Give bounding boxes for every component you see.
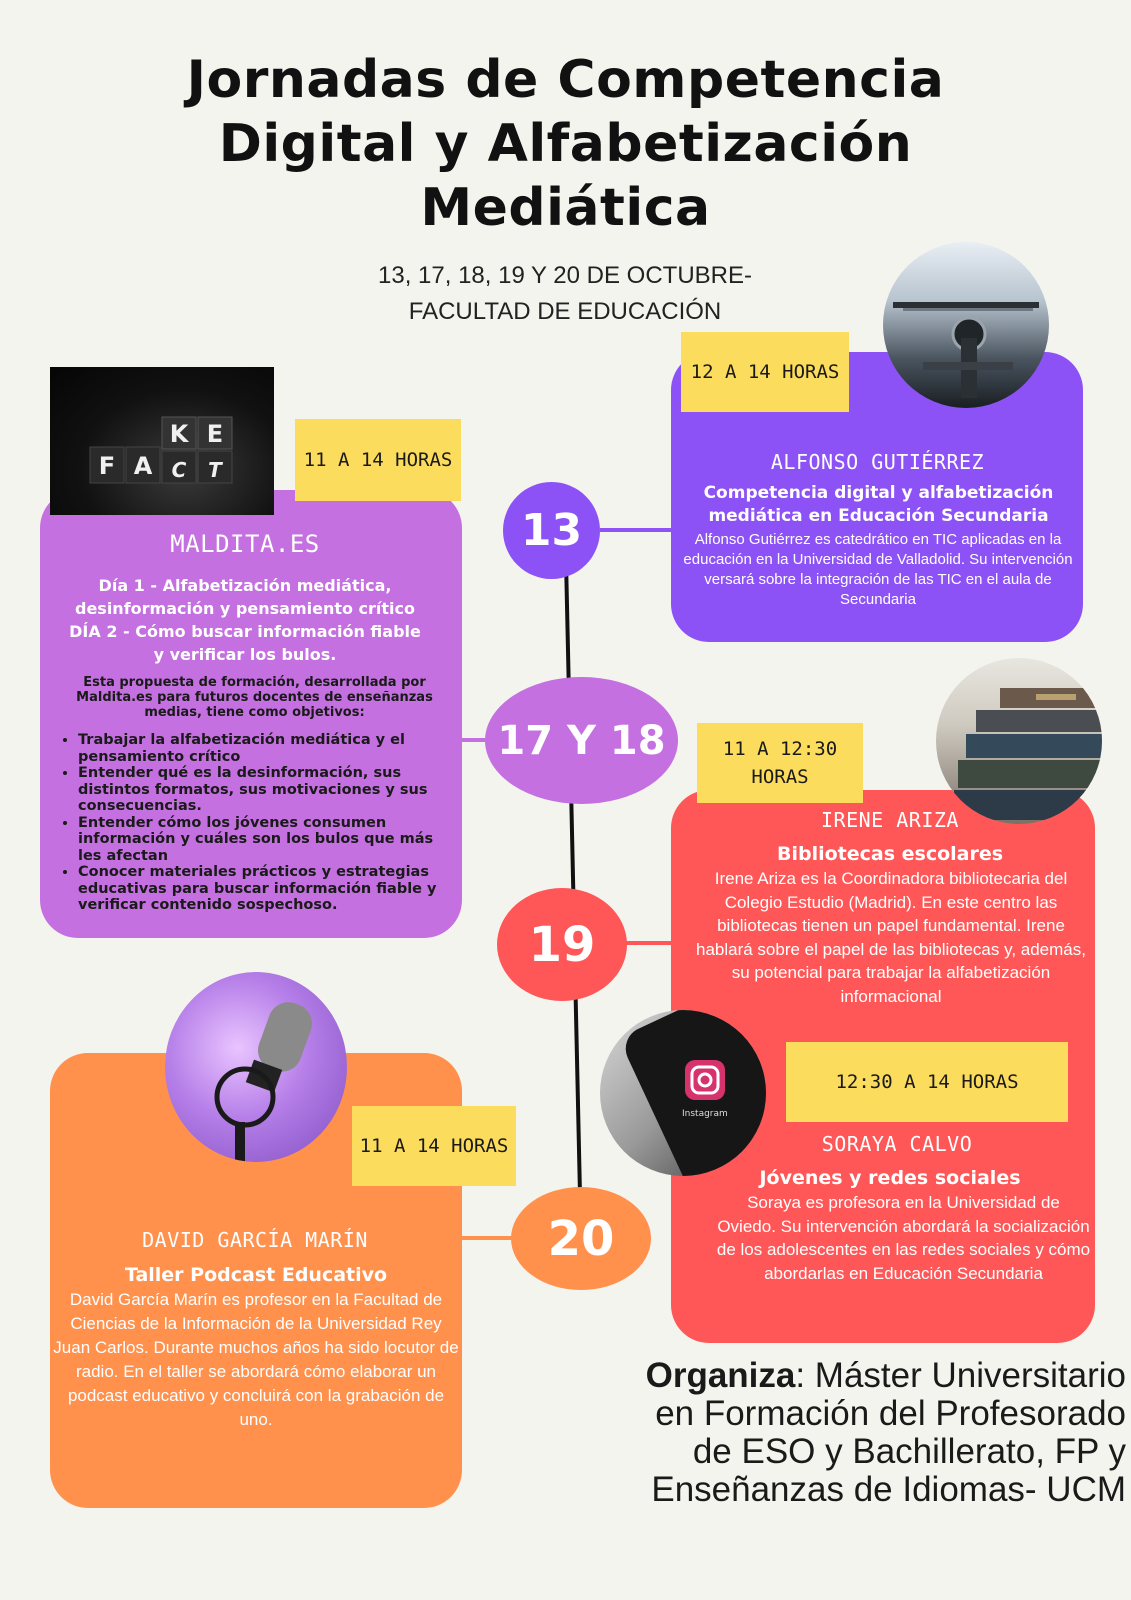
maldita-objectives-list	[58, 732, 458, 914]
alfonso-talk-title: Competencia digital y alfabetización mediática en Educación Secundaria	[703, 483, 1054, 526]
day-19-label: 19	[528, 916, 596, 973]
organizer-line-1	[490, 1357, 1126, 1395]
phone-app-label: Instagram	[682, 1109, 728, 1119]
irene-time-line-2: HORAS	[751, 766, 809, 788]
machinery-icon	[883, 242, 1049, 408]
organizer-text-1: : Máster Universitario	[795, 1356, 1126, 1395]
maldita-talk-title	[40, 574, 450, 666]
maldita-talk-line-4: y verificar los bulos.	[153, 645, 337, 664]
svg-text:T: T	[208, 458, 222, 482]
soraya-time: 12:30 A 14 HORAS	[835, 1071, 1019, 1093]
maldita-talk-line-2: desinformación y pensamiento crítico	[74, 599, 416, 618]
dates-line-1: 13, 17, 18, 19 Y 20 DE OCTUBRE-	[378, 262, 752, 289]
title-line-3: Mediática	[420, 178, 711, 238]
phone-photo	[600, 1010, 766, 1176]
alfonso-time: 12 A 14 HORAS	[690, 361, 840, 383]
objective-item: • Conocer materiales prácticos y estrategias educativas para buscar información fiable y verificar contenido sospechoso.	[78, 864, 458, 914]
maldita-time: 11 A 14 HORAS	[303, 449, 453, 471]
day-20-bubble	[511, 1187, 651, 1290]
organizer-block	[490, 1357, 1126, 1509]
machine-photo	[883, 242, 1049, 408]
svg-text:E: E	[206, 420, 224, 448]
day-13-bubble	[503, 482, 600, 579]
maldita-speaker: MALDITA.ES	[170, 530, 320, 558]
maldita-talk-line-1: Día 1 - Alfabetización mediática,	[98, 576, 392, 595]
maldita-objectives	[58, 732, 458, 914]
timeline-vertical-line	[566, 560, 580, 1195]
maldita-intro: Esta propuesta de formación, desarrollada por Maldita.es para futuros docentes de enseñanzas medias, tiene como objetivos:	[76, 675, 433, 720]
organizer-line-2: en Formación del Profesorado	[655, 1394, 1126, 1433]
irene-talk-title: Bibliotecas escolares	[776, 843, 1004, 865]
david-talk-title: Taller Podcast Educativo	[124, 1264, 388, 1286]
organizer-label: Organiza	[645, 1356, 796, 1395]
irene-time-box	[697, 723, 863, 803]
svg-text:K: K	[169, 420, 189, 448]
david-speaker: DAVID GARCÍA MARÍN	[142, 1228, 368, 1252]
books-photo	[936, 658, 1102, 824]
organizer-line-3: de ESO y Bachillerato, FP y	[692, 1432, 1126, 1471]
title-line-1: Jornadas de Competencia	[186, 50, 945, 110]
svg-text:F: F	[98, 452, 116, 480]
day-20-label: 20	[547, 1210, 615, 1267]
day-13-label: 13	[520, 505, 583, 556]
irene-description: Irene Ariza es la Coordinadora bibliotecaria del Colegio Estudio (Madrid). En este centro las bibliotecas tienen un papel fundamental. Irene hablará sobre el papel de las bibliotecas y, además, su potencial para trabajar la alfabetización informacional	[696, 869, 1086, 1006]
instagram-phone-icon	[600, 1010, 766, 1176]
soraya-talk-title: Jóvenes y redes sociales	[759, 1167, 1021, 1189]
microphone-icon	[165, 972, 347, 1162]
david-time-box	[352, 1106, 516, 1186]
organizer-line-4: Enseñanzas de Idiomas- UCM	[651, 1470, 1126, 1509]
svg-text:C: C	[171, 458, 187, 482]
david-description: David García Marín es profesor en la Facultad de Ciencias de la Información de la Universidad Rey Juan Carlos. Durante muchos años ha sido locutor de radio. En el taller se abordará cómo elaborar un podcast educativo y concluirá con la grabación de uno.	[53, 1290, 459, 1429]
david-time: 11 A 14 HORAS	[359, 1135, 509, 1157]
dice-fake-fact-icon	[50, 367, 274, 515]
maldita-talk-line-3: DÍA 2 - Cómo buscar información fiable	[69, 622, 421, 641]
irene-time-line-1: 11 A 12:30	[722, 738, 838, 760]
objective-item: • Entender cómo los jóvenes consumen información y cuáles son los bulos que más les afectan	[78, 815, 458, 865]
alfonso-speaker: ALFONSO GUTIÉRREZ	[770, 450, 985, 474]
title-line-2: Digital y Alfabetización	[218, 114, 913, 174]
fake-fact-image	[50, 367, 274, 515]
objective-item: • Entender qué es la desinformación, sus distintos formatos, sus motivaciones y sus consecuencias.	[78, 765, 458, 815]
maldita-time-box	[295, 419, 461, 501]
irene-speaker: IRENE ARIZA	[821, 808, 959, 832]
alfonso-description: Alfonso Gutiérrez es catedrático en TIC aplicadas en la educación en la Universidad de Valladolid. Su intervención versará sobre la integración de las TIC en el aula de Secundaria	[683, 531, 1073, 608]
microphone-photo	[165, 972, 347, 1162]
alfonso-time-box	[681, 332, 849, 412]
day-19-bubble	[497, 888, 627, 1001]
svg-text:A: A	[133, 452, 153, 480]
soraya-time-box	[786, 1042, 1068, 1122]
dates-line-2: FACULTAD DE EDUCACIÓN	[408, 298, 722, 325]
day-17-18-bubble	[485, 677, 678, 804]
books-stack-icon	[936, 658, 1102, 824]
objective-item: • Trabajar la alfabetización mediática y el pensamiento crítico	[78, 732, 458, 765]
soraya-description: Soraya es profesora en la Universidad de Oviedo. Su intervención abordará la socialización de los adolescentes en las redes sociales y cómo abordarlas en Educación Secundaria	[716, 1193, 1091, 1283]
day-17-18-label: 17 Y 18	[497, 717, 666, 764]
soraya-speaker: SORAYA CALVO	[821, 1132, 973, 1156]
